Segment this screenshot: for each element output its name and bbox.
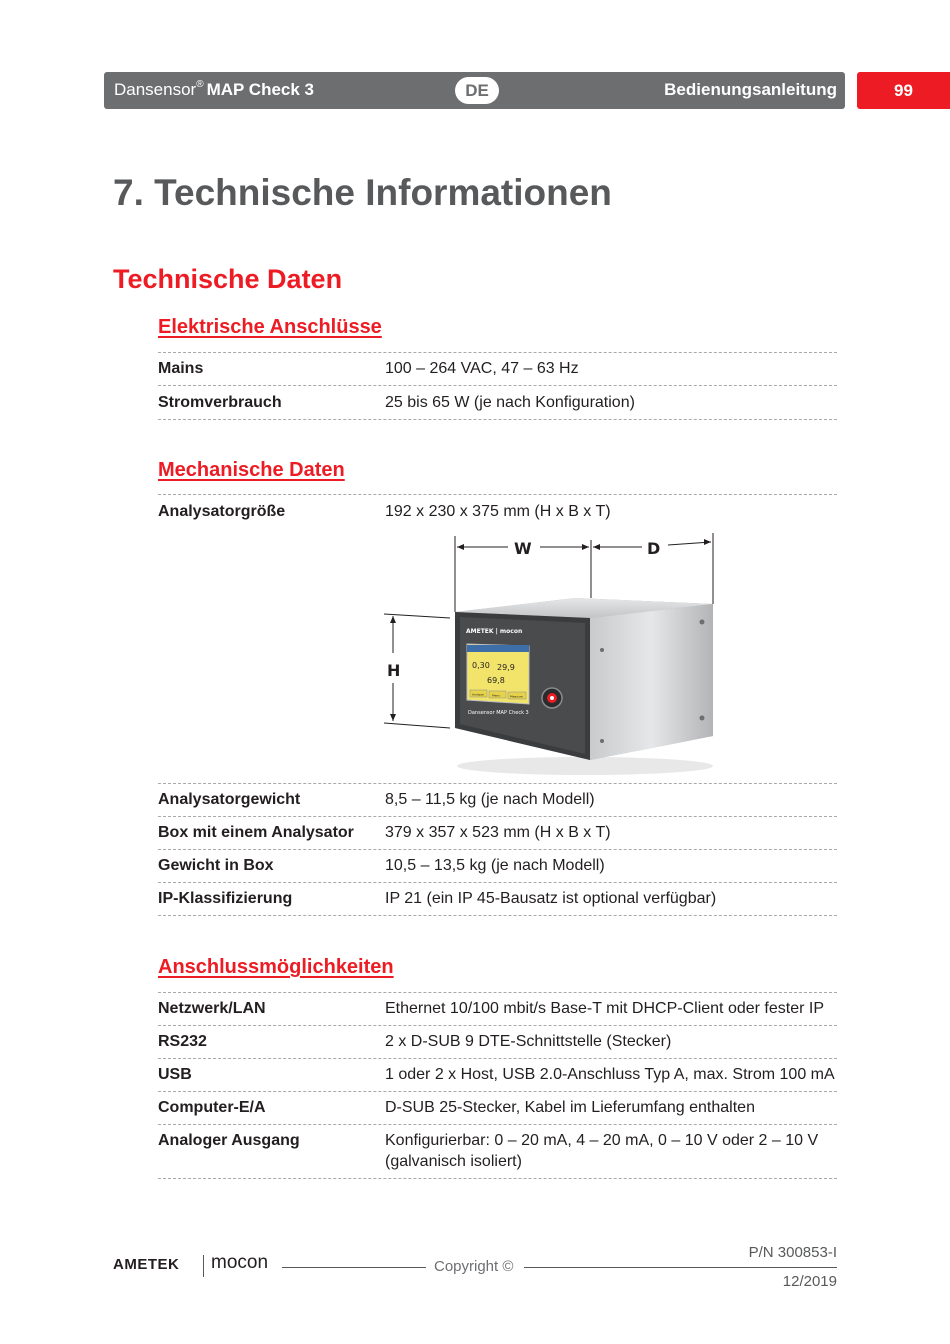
spec-key: RS232	[158, 1033, 207, 1050]
spec-value: Ethernet 10/100 mbit/s Base-T mit DHCP-Client oder fester IP	[385, 1000, 824, 1017]
page-number: 99	[857, 72, 950, 109]
divider	[158, 816, 837, 817]
spec-value: 379 x 357 x 523 mm (H x B x T)	[385, 824, 611, 841]
spec-key: Analysatorgewicht	[158, 791, 301, 808]
divider	[158, 882, 837, 883]
copyright: Copyright ©	[434, 1258, 514, 1275]
connectivity-heading: Anschlussmöglichkeiten	[158, 956, 394, 978]
divider	[158, 783, 837, 784]
spec-value: 10,5 – 13,5 kg (je nach Modell)	[385, 857, 605, 874]
revision-date: 12/2019	[782, 1273, 837, 1290]
screen-button-menu: Menu	[492, 693, 501, 698]
footer-line-left	[282, 1267, 426, 1268]
device-name: Dansensor MAP Check 3	[468, 710, 529, 716]
spec-key: Box mit einem Analysator	[158, 824, 354, 841]
divider	[158, 1091, 837, 1092]
divider	[158, 352, 837, 353]
spec-key: IP-Klassifizierung	[158, 890, 293, 907]
divider	[158, 992, 837, 993]
analyzer-diagram	[380, 528, 725, 780]
language-badge: DE	[455, 77, 499, 104]
spec-key: Computer-E/A	[158, 1099, 266, 1116]
spec-value: 8,5 – 11,5 kg (je nach Modell)	[385, 791, 595, 808]
divider	[158, 915, 837, 916]
mechanical-heading: Mechanische Daten	[158, 459, 345, 481]
spec-key: Analoger Ausgang	[158, 1132, 300, 1149]
spec-key: Analysatorgröße	[158, 503, 286, 520]
divider	[158, 494, 837, 495]
spec-value: 192 x 230 x 375 mm (H x B x T)	[385, 503, 611, 520]
divider	[158, 1124, 837, 1125]
footer-line-right	[524, 1267, 837, 1268]
dim-label-h: H	[387, 661, 401, 680]
chapter-title: 7. Technische Informationen	[113, 172, 612, 213]
spec-value: 25 bis 65 W (je nach Konfiguration)	[385, 394, 635, 411]
section-title: Technische Daten	[113, 264, 343, 294]
screen-value-1: 0,30	[472, 661, 490, 670]
screen-value-3: 69,8	[487, 676, 505, 685]
divider	[158, 419, 837, 420]
spec-key: Gewicht in Box	[158, 857, 274, 874]
spec-value: 2 x D-SUB 9 DTE-Schnittstelle (Stecker)	[385, 1033, 672, 1050]
dim-label-d: D	[647, 539, 661, 558]
electrical-heading: Elektrische Anschlüsse	[158, 316, 382, 338]
brand-name: Dansensor	[114, 80, 197, 99]
screen-value-2: 29,9	[497, 663, 515, 672]
divider	[158, 849, 837, 850]
mocon-logo: mocon	[211, 1252, 269, 1273]
header-product	[114, 80, 314, 100]
spec-key: Mains	[158, 360, 204, 377]
screen-button-analyze: Analyze	[472, 692, 484, 697]
manual-title: Bedienungsanleitung	[664, 80, 837, 99]
screen-button-measure: Measure	[510, 694, 523, 699]
registered-mark: ®	[196, 79, 204, 90]
spec-value: IP 21 (ein IP 45-Bausatz ist optional verfügbar)	[385, 890, 717, 907]
spec-key: Stromverbrauch	[158, 394, 282, 411]
divider	[158, 385, 837, 386]
spec-key: Netzwerk/LAN	[158, 1000, 266, 1017]
spec-value: 100 – 264 VAC, 47 – 63 Hz	[385, 360, 579, 377]
spec-value: Konfigurierbar: 0 – 20 mA, 4 – 20 mA, 0 – 10 V oder 2 – 10 V	[385, 1132, 819, 1149]
part-number: P/N 300853-I	[748, 1244, 837, 1261]
logo-separator	[203, 1255, 204, 1277]
spec-value: D-SUB 25-Stecker, Kabel im Lieferumfang enthalten	[385, 1099, 755, 1116]
spec-key: USB	[158, 1066, 192, 1083]
spec-value: 1 oder 2 x Host, USB 2.0-Anschluss Typ A, max. Strom 100 mA	[385, 1066, 835, 1083]
dim-label-w: W	[514, 539, 532, 558]
product-name: MAP Check 3	[206, 80, 314, 99]
divider	[158, 1178, 837, 1179]
divider	[158, 1025, 837, 1026]
divider	[158, 1058, 837, 1059]
spec-value: (galvanisch isoliert)	[385, 1153, 522, 1170]
device-brand: AMETEK | mocon	[466, 628, 523, 635]
header-bar	[104, 72, 845, 109]
ametek-logo: AMETEK	[113, 1256, 180, 1273]
